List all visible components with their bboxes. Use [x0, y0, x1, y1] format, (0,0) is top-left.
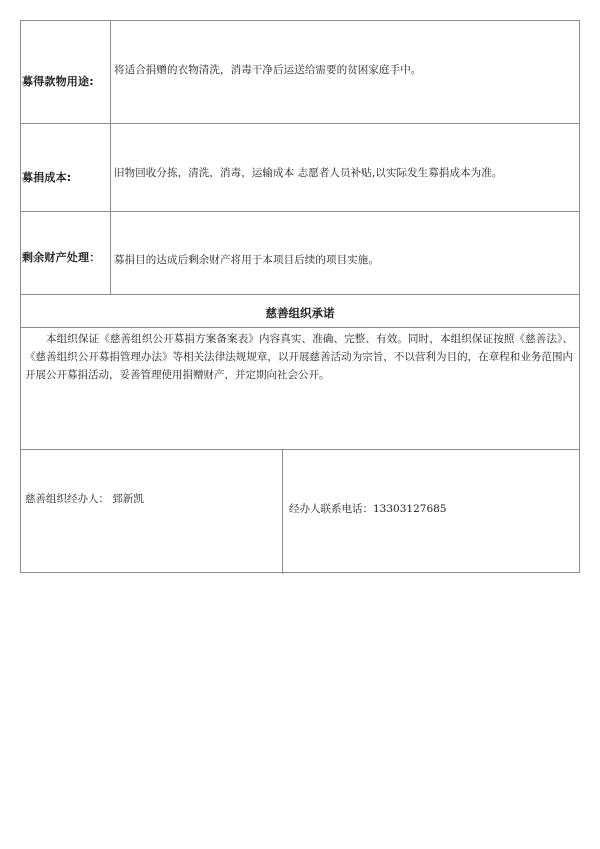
commitment-paragraph: 本组织保证《慈善组织公开募捐方案备案表》内容真实、准确、完整、有效。同时，本组织保证按照《慈善法》、《慈善组织公开募捐管理办法》等相关法律法规规章，以开展慈善活动为宗旨，不以营利为目的，在章程和业务范围内开展公开募捐活动，妥善管理使用捐赠财产，并定期向社会公开。	[25, 333, 573, 381]
usage-label: 募得款物用途:	[22, 75, 94, 88]
usage-row	[21, 21, 579, 124]
remaining-value: 募捐目的达成后剩余财产将用于本项目后续的项目实施。	[114, 254, 379, 266]
signature-row	[21, 450, 579, 574]
handler-cell	[21, 450, 283, 574]
usage-label-cell	[21, 21, 111, 123]
cost-value-cell	[112, 124, 579, 211]
remaining-value-cell	[112, 212, 579, 294]
commitment-text-row	[21, 328, 579, 450]
handler-phone: 经办人联系电话：13303127685	[289, 503, 447, 515]
cost-row	[21, 124, 579, 212]
cost-label-cell	[21, 124, 111, 211]
usage-value-cell	[112, 21, 579, 123]
cost-label: 募捐成本:	[22, 171, 72, 184]
remaining-label-cell	[21, 212, 111, 294]
cost-value: 旧物回收分拣，清洗，消毒，运输成本 志愿者人员补贴,以实际发生募捐成本为准。	[114, 167, 503, 179]
remaining-label: 剩余财产处理：	[22, 251, 101, 264]
charity-fundraising-form	[20, 20, 580, 573]
commitment-title: 慈善组织承诺	[265, 306, 335, 320]
contact-cell	[283, 450, 579, 574]
usage-value: 将适合捐赠的衣物清洗，消毒干净后运送给需要的贫困家庭手中。	[114, 64, 422, 76]
remaining-row	[21, 212, 579, 295]
commitment-title-row	[21, 295, 579, 328]
handler-name: 慈善组织经办人： 郅新凯	[25, 493, 144, 505]
